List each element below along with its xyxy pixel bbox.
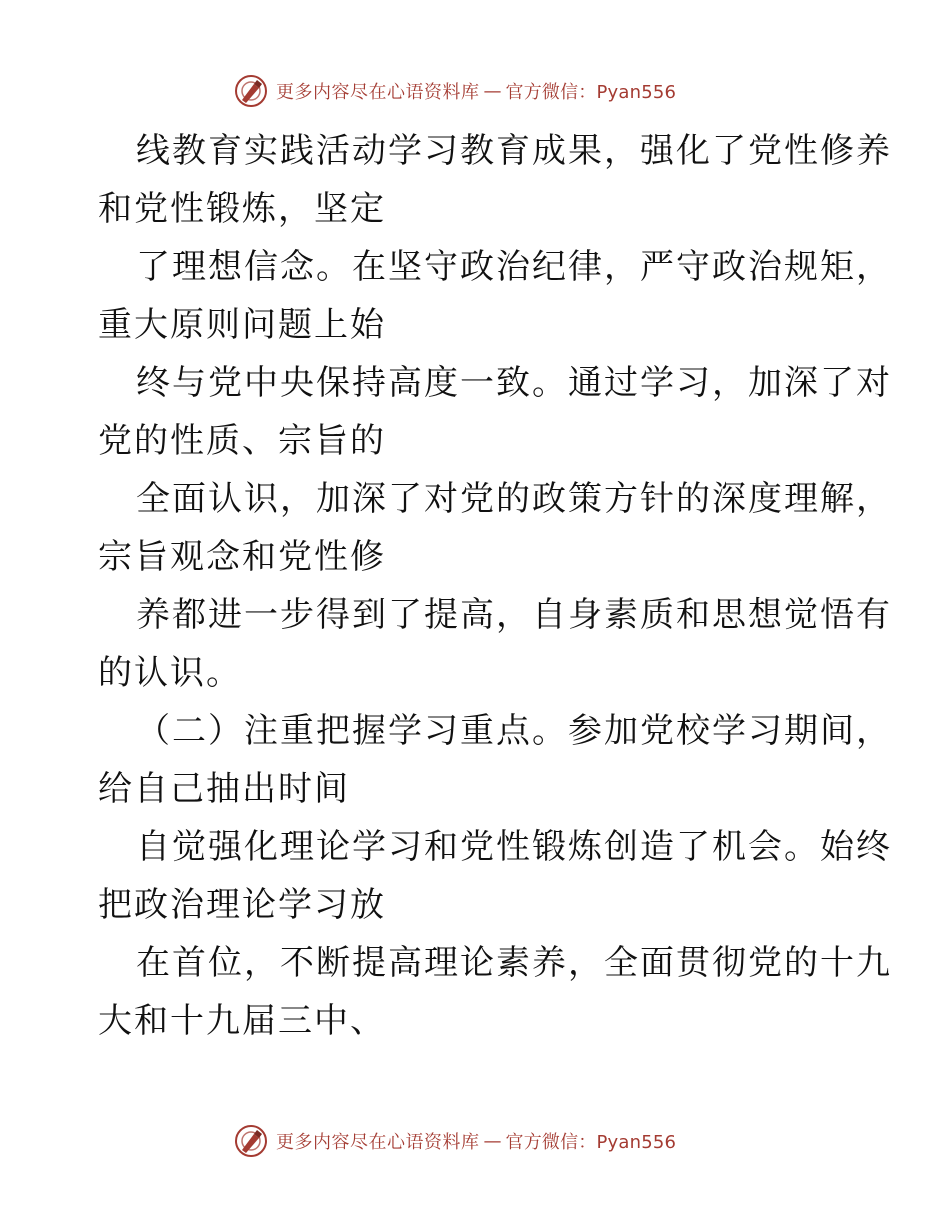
body-text [98,122,892,1050]
body-line: 在首位，不断提高理论素养，全面贯彻党的十九 [136,943,892,983]
footer-watermark [234,1121,754,1161]
body-line: 线教育实践活动学习教育成果，强化了党性修养 [136,131,892,171]
watermark-title: 更多内容尽在心语资料库 [276,1132,480,1153]
body-line: 了理想信念。在坚守政治纪律，严守政治规矩， [136,247,892,287]
watermark-separator: — [483,1130,502,1152]
pen-logo-icon [234,1124,268,1158]
body-line: 把政治理论学习放 [98,885,386,925]
body-line: 重大原则问题上始 [98,305,386,345]
header-watermark [234,71,754,111]
watermark-separator: — [483,80,502,102]
watermark-wechat: 官方微信：Pyan556 [505,1132,677,1153]
body-line: 全面认识，加深了对党的政策方针的深度理解， [136,479,892,519]
body-line: 养都进一步得到了提高，自身素质和思想觉悟有 [136,595,892,635]
pen-logo-icon [234,74,268,108]
body-line: （二）注重把握学习重点。参加党校学习期间， [136,711,892,751]
body-line: 宗旨观念和党性修 [98,537,386,577]
body-line: 终与党中央保持高度一致。通过学习，加深了对 [136,363,892,403]
body-line: 给自己抽出时间 [98,769,350,809]
body-line: 自觉强化理论学习和党性锻炼创造了机会。始终 [136,827,892,867]
watermark-wechat: 官方微信：Pyan556 [505,82,677,103]
body-line: 大和十九届三中、 [98,1001,386,1041]
body-line: 和党性锻炼，坚定 [98,189,386,229]
watermark-title: 更多内容尽在心语资料库 [276,82,480,103]
body-line: 党的性质、宗旨的 [98,421,386,461]
body-line: 的认识。 [98,653,242,693]
